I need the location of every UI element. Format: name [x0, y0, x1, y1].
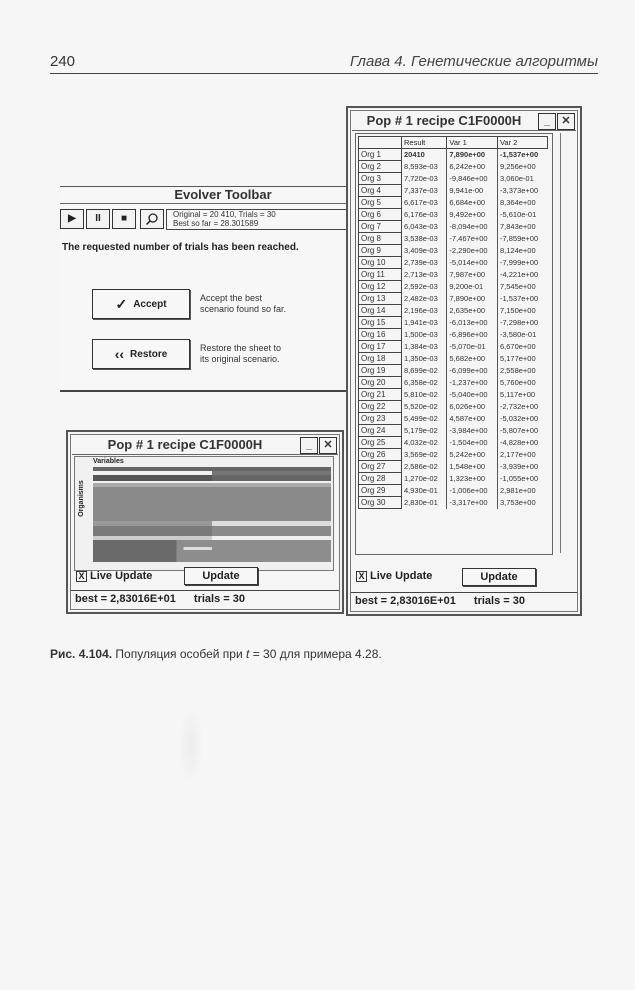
minimize-icon: _: [305, 439, 313, 451]
row-header[interactable]: Org 22: [359, 401, 402, 413]
result-cell[interactable]: 4,032e-02: [402, 437, 447, 449]
minimize-icon: _: [543, 115, 551, 127]
pause-button[interactable]: [86, 209, 110, 229]
result-cell[interactable]: 5,520e-02: [402, 401, 447, 413]
gene-band: [93, 487, 331, 521]
stop-button[interactable]: [112, 209, 136, 229]
result-cell[interactable]: 20410: [402, 149, 447, 161]
row-header[interactable]: Org 18: [359, 353, 402, 365]
var1-cell[interactable]: 6,242e+00: [447, 161, 498, 173]
var2-cell[interactable]: -5,807e+00: [497, 425, 547, 437]
var2-cell[interactable]: -4,828e+00: [497, 437, 547, 449]
table-row[interactable]: [359, 413, 548, 425]
row-header[interactable]: Org 29: [359, 485, 402, 497]
evolver-toolbar-buttons: [60, 209, 166, 229]
table-row[interactable]: [359, 377, 548, 389]
restore-desc-line1: Restore the sheet to: [200, 343, 282, 353]
var2-cell[interactable]: -5,032e+00: [497, 413, 547, 425]
caption-text-2: = 30 для примера 4.28.: [249, 647, 382, 661]
var1-cell[interactable]: 9,200e-01: [447, 281, 498, 293]
var1-cell[interactable]: -1,237e+00: [447, 377, 498, 389]
var2-cell[interactable]: -7,298e+00: [497, 317, 547, 329]
population-visual-window: [66, 430, 344, 614]
gene-band: [93, 526, 331, 536]
accept-label: Accept: [133, 298, 167, 310]
var2-cell[interactable]: 2,981e+00: [497, 485, 547, 497]
close-button[interactable]: [319, 437, 337, 454]
result-cell[interactable]: 2,196e-03: [402, 305, 447, 317]
caption-variable: t: [246, 647, 250, 661]
result-cell[interactable]: 1,270e-02: [402, 473, 447, 485]
var1-cell[interactable]: -3,984e+00: [447, 425, 498, 437]
var2-cell[interactable]: 9,256e+00: [497, 161, 547, 173]
close-icon: ✕: [323, 439, 333, 451]
var2-cell[interactable]: -3,373e+00: [497, 185, 547, 197]
gene-band: [93, 547, 331, 550]
scan-smudge: [180, 710, 202, 780]
var1-cell[interactable]: 7,890e+00: [447, 149, 498, 161]
row-header[interactable]: Org 4: [359, 185, 402, 197]
var2-cell[interactable]: 7,150e+00: [497, 305, 547, 317]
result-cell[interactable]: 2,830e-01: [402, 497, 447, 509]
var1-cell[interactable]: 5,242e+00: [447, 449, 498, 461]
var2-cell[interactable]: 6,670e+00: [497, 341, 547, 353]
result-cell[interactable]: 8,699e-02: [402, 365, 447, 377]
table-row[interactable]: [359, 281, 548, 293]
column-header-var1[interactable]: Var 1: [447, 137, 498, 149]
table-row[interactable]: [359, 305, 548, 317]
row-header[interactable]: Org 12: [359, 281, 402, 293]
row-header[interactable]: Org 23: [359, 413, 402, 425]
var1-cell[interactable]: -6,896e+00: [447, 329, 498, 341]
result-cell[interactable]: 6,617e-03: [402, 197, 447, 209]
row-header[interactable]: Org 26: [359, 449, 402, 461]
accept-desc-line2: scenario found so far.: [200, 304, 287, 314]
best-value: best = 2,83016E+01: [355, 595, 456, 607]
var2-cell[interactable]: 3,753e+00: [497, 497, 547, 509]
figure-label: Рис. 4.104.: [50, 647, 113, 661]
var2-cell[interactable]: 5,760e+00: [497, 377, 547, 389]
population-grid: [358, 136, 548, 509]
table-row[interactable]: [359, 389, 548, 401]
var1-cell[interactable]: 7,987e+00: [447, 269, 498, 281]
var1-cell[interactable]: -6,013e+00: [447, 317, 498, 329]
result-cell[interactable]: 5,810e-02: [402, 389, 447, 401]
table-row[interactable]: [359, 401, 548, 413]
evolver-toolbar-window: [60, 186, 348, 392]
var2-cell[interactable]: -1,537e+00: [497, 293, 547, 305]
var1-cell[interactable]: -2,290e+00: [447, 245, 498, 257]
var1-cell[interactable]: -5,014e+00: [447, 257, 498, 269]
table-row[interactable]: [359, 485, 548, 497]
var2-cell[interactable]: -3,580e-01: [497, 329, 547, 341]
accept-desc-line1: Accept the best: [200, 293, 263, 303]
table-row[interactable]: [359, 149, 548, 161]
corner-cell: [359, 137, 402, 149]
accept-description: [200, 293, 286, 315]
var2-cell[interactable]: -7,859e+00: [497, 233, 547, 245]
play-icon: ▶: [68, 213, 76, 224]
var2-cell[interactable]: -7,999e+00: [497, 257, 547, 269]
row-header[interactable]: Org 6: [359, 209, 402, 221]
table-row[interactable]: [359, 497, 548, 509]
result-cell[interactable]: 2,482e-03: [402, 293, 447, 305]
trials-count: trials = 30: [473, 595, 525, 607]
table-row[interactable]: [359, 293, 548, 305]
var1-cell[interactable]: 1,323e+00: [447, 473, 498, 485]
window-title: Pop # 1 recipe C1F0000H: [366, 113, 522, 128]
checkbox-icon: X: [76, 571, 87, 582]
result-cell[interactable]: 1,350e-03: [402, 353, 447, 365]
row-header[interactable]: Org 20: [359, 377, 402, 389]
rewind-icon: ‹‹: [114, 346, 125, 362]
var2-cell[interactable]: -2,732e+00: [497, 401, 547, 413]
var1-cell[interactable]: -8,094e+00: [447, 221, 498, 233]
checkmark-icon: ✓: [115, 295, 128, 312]
table-row[interactable]: [359, 353, 548, 365]
result-cell[interactable]: 1,941e-03: [402, 317, 447, 329]
row-header[interactable]: Org 9: [359, 245, 402, 257]
row-header[interactable]: Org 17: [359, 341, 402, 353]
var1-cell[interactable]: 6,026e+00: [447, 401, 498, 413]
result-cell[interactable]: 3,569e-02: [402, 449, 447, 461]
running-title: Глава 4. Генетические алгоритмы: [349, 53, 598, 70]
row-header[interactable]: Org 7: [359, 221, 402, 233]
accept-button[interactable]: [92, 289, 190, 319]
result-cell[interactable]: 2,739e-03: [402, 257, 447, 269]
evolver-toolbar-title: Evolver Toolbar: [60, 187, 346, 204]
result-cell[interactable]: 3,409e-03: [402, 245, 447, 257]
var1-cell[interactable]: 4,587e+00: [447, 413, 498, 425]
row-header[interactable]: Org 10: [359, 257, 402, 269]
table-row[interactable]: [359, 269, 548, 281]
table-row[interactable]: [359, 317, 548, 329]
row-header[interactable]: Org 19: [359, 365, 402, 377]
gene-band: [93, 475, 331, 481]
update-button[interactable]: Update: [184, 567, 258, 585]
result-cell[interactable]: 3,538e-03: [402, 233, 447, 245]
row-header[interactable]: Org 11: [359, 269, 402, 281]
caption-text-1: Популяция особей при: [112, 647, 247, 661]
search-icon: [145, 212, 159, 226]
column-header-var2[interactable]: Var 2: [497, 137, 547, 149]
live-update-checkbox[interactable]: [76, 570, 152, 582]
var1-cell[interactable]: -6,099e+00: [447, 365, 498, 377]
restore-desc-line2: its original scenario.: [200, 354, 280, 364]
table-row[interactable]: [359, 233, 548, 245]
result-cell[interactable]: 8,593e-03: [402, 161, 447, 173]
header-divider: [50, 73, 598, 74]
checkbox-icon: X: [356, 571, 367, 582]
result-cell[interactable]: 6,358e-02: [402, 377, 447, 389]
original-trials-text: Original = 20 410, Trials = 30: [173, 210, 276, 219]
var2-cell[interactable]: -1,537e+00: [497, 149, 547, 161]
table-row[interactable]: [359, 245, 548, 257]
population-visualization: [74, 456, 334, 571]
row-header[interactable]: Org 1: [359, 149, 402, 161]
var2-cell[interactable]: 3,060e-01: [497, 173, 547, 185]
row-header[interactable]: Org 21: [359, 389, 402, 401]
restore-description: [200, 343, 281, 365]
gene-band: [93, 540, 331, 562]
table-row[interactable]: [359, 209, 548, 221]
var1-cell[interactable]: 5,682e+00: [447, 353, 498, 365]
table-row[interactable]: [359, 449, 548, 461]
live-update-label: Live Update: [370, 570, 433, 582]
result-cell[interactable]: 1,384e-03: [402, 341, 447, 353]
table-row[interactable]: [359, 365, 548, 377]
table-row[interactable]: [359, 185, 548, 197]
variables-axis-label: Variables: [93, 458, 124, 465]
var2-cell[interactable]: 7,843e+00: [497, 221, 547, 233]
scrollbar[interactable]: [560, 133, 565, 553]
var2-cell[interactable]: -5,610e-01: [497, 209, 547, 221]
result-cell[interactable]: 2,586e-02: [402, 461, 447, 473]
minimize-button[interactable]: [538, 113, 556, 130]
close-icon: ✕: [561, 115, 571, 127]
row-header[interactable]: Org 5: [359, 197, 402, 209]
var2-cell[interactable]: 8,124e+00: [497, 245, 547, 257]
var1-cell[interactable]: -7,467e+00: [447, 233, 498, 245]
status-bar: [71, 590, 339, 607]
result-cell[interactable]: 2,592e-03: [402, 281, 447, 293]
page-number: 240: [50, 53, 76, 70]
row-header[interactable]: Org 15: [359, 317, 402, 329]
var1-cell[interactable]: -9,846e+00: [447, 173, 498, 185]
title-bar[interactable]: [72, 436, 338, 455]
var2-cell[interactable]: 5,177e+00: [497, 353, 547, 365]
result-cell[interactable]: 6,043e-03: [402, 221, 447, 233]
var2-cell[interactable]: -1,055e+00: [497, 473, 547, 485]
run-button[interactable]: [60, 209, 84, 229]
best-value: best = 2,83016E+01: [75, 593, 176, 605]
row-header[interactable]: Org 27: [359, 461, 402, 473]
restore-label: Restore: [130, 348, 168, 360]
minimize-button[interactable]: [300, 437, 318, 454]
result-cell[interactable]: 5,179e-02: [402, 425, 447, 437]
row-header[interactable]: Org 16: [359, 329, 402, 341]
result-cell[interactable]: 4,930e-01: [402, 485, 447, 497]
row-header[interactable]: Org 13: [359, 293, 402, 305]
var1-cell[interactable]: 9,941e-00: [447, 185, 498, 197]
pause-icon: II: [95, 213, 101, 224]
table-row[interactable]: [359, 161, 548, 173]
close-button[interactable]: [557, 113, 575, 130]
var1-cell[interactable]: -3,317e+00: [447, 497, 498, 509]
stop-icon: ■: [120, 213, 128, 224]
table-row[interactable]: [359, 461, 548, 473]
var1-cell[interactable]: 7,890e+00: [447, 293, 498, 305]
trials-count: trials = 30: [193, 593, 245, 605]
status-bar: [351, 592, 577, 609]
result-cell[interactable]: 6,176e-03: [402, 209, 447, 221]
var2-cell[interactable]: 8,364e+00: [497, 197, 547, 209]
var2-cell[interactable]: 2,558e+00: [497, 365, 547, 377]
var2-cell[interactable]: 5,117e+00: [497, 389, 547, 401]
figure-caption: [50, 647, 382, 661]
row-header[interactable]: Org 3: [359, 173, 402, 185]
var1-cell[interactable]: 2,635e+00: [447, 305, 498, 317]
result-cell[interactable]: 5,499e-02: [402, 413, 447, 425]
search-button[interactable]: [140, 209, 164, 229]
var1-cell[interactable]: -1,504e+00: [447, 437, 498, 449]
var1-cell[interactable]: -5,070e-01: [447, 341, 498, 353]
table-row[interactable]: [359, 329, 548, 341]
table-row[interactable]: [359, 473, 548, 485]
var1-cell[interactable]: -1,006e+00: [447, 485, 498, 497]
title-bar[interactable]: [352, 112, 576, 131]
live-update-checkbox[interactable]: [356, 570, 432, 582]
column-header-result[interactable]: Result: [402, 137, 447, 149]
table-row[interactable]: [359, 173, 548, 185]
row-header[interactable]: Org 14: [359, 305, 402, 317]
row-header[interactable]: Org 25: [359, 437, 402, 449]
table-row[interactable]: [359, 341, 548, 353]
var2-cell[interactable]: -3,939e+00: [497, 461, 547, 473]
restore-button[interactable]: [92, 339, 190, 369]
organisms-axis-label: Organisms: [77, 480, 85, 517]
evolver-status-info: [166, 209, 350, 230]
var2-cell[interactable]: -4,221e+00: [497, 269, 547, 281]
table-row[interactable]: [359, 425, 548, 437]
population-table-window: [346, 106, 582, 616]
result-cell[interactable]: 2,713e-03: [402, 269, 447, 281]
result-cell[interactable]: 7,720e-03: [402, 173, 447, 185]
best-so-far-text: Best so far = 28.301589: [173, 219, 259, 228]
row-header[interactable]: Org 24: [359, 425, 402, 437]
completion-message: The requested number of trials has been reached.: [62, 242, 299, 253]
live-update-label: Live Update: [90, 570, 153, 582]
result-cell[interactable]: 7,337e-03: [402, 185, 447, 197]
row-header[interactable]: Org 8: [359, 233, 402, 245]
row-header[interactable]: Org 2: [359, 161, 402, 173]
table-row[interactable]: [359, 437, 548, 449]
row-header[interactable]: Org 30: [359, 497, 402, 509]
var1-cell[interactable]: 6,684e+00: [447, 197, 498, 209]
window-title: Pop # 1 recipe C1F0000H: [107, 437, 263, 452]
var2-cell[interactable]: 2,177e+00: [497, 449, 547, 461]
update-button[interactable]: Update: [462, 568, 536, 586]
result-cell[interactable]: 1,500e-03: [402, 329, 447, 341]
var1-cell[interactable]: 1,548e+00: [447, 461, 498, 473]
var1-cell[interactable]: -5,040e+00: [447, 389, 498, 401]
var1-cell[interactable]: 9,492e+00: [447, 209, 498, 221]
row-header[interactable]: Org 28: [359, 473, 402, 485]
table-row[interactable]: [359, 221, 548, 233]
table-row[interactable]: [359, 257, 548, 269]
var2-cell[interactable]: 7,545e+00: [497, 281, 547, 293]
table-row[interactable]: [359, 197, 548, 209]
